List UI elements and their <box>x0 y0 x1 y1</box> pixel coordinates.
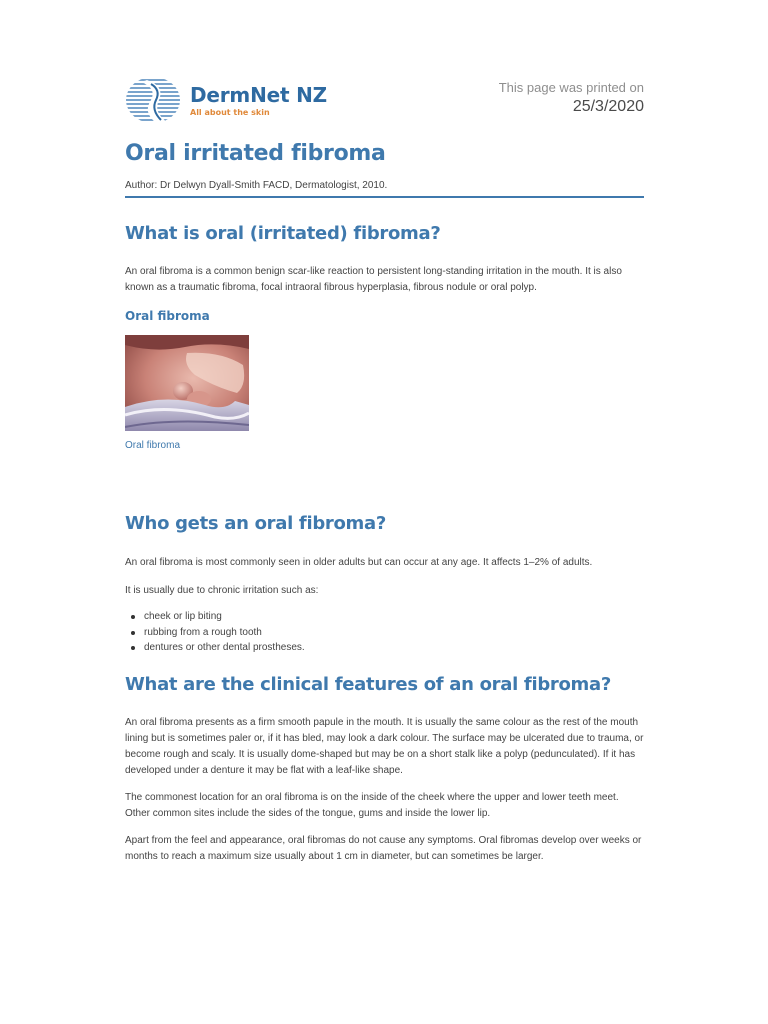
paragraph: It is usually due to chronic irritation such as: <box>125 585 319 596</box>
logo-name: DermNet NZ <box>190 82 327 107</box>
paragraph: The commonest location for an oral fibroma is on the inside of the cheek where the upper and lower teeth meet. Other common sites include the sides of the tongue, gums and inside the lower lip. <box>125 792 619 819</box>
list-item: cheek or lip biting <box>125 609 305 625</box>
dermnet-logo[interactable] <box>125 76 327 124</box>
author-line: Author: Dr Delwyn Dyall-Smith FACD, Dermatologist, 2010. <box>125 180 388 191</box>
printed-label: This page was printed on <box>498 80 644 95</box>
section-heading-what-is: What is oral (irritated) fibroma? <box>125 223 441 244</box>
oral-fibroma-image <box>125 335 249 431</box>
section-heading-who-gets: Who gets an oral fibroma? <box>125 513 387 534</box>
paragraph: An oral fibroma is a common benign scar-like reaction to persistent long-standing irritation in the mouth. It is also known as a traumatic fibroma, focal intraoral fibrous hyperplasia, fibrous nodule or oral polyp. <box>125 266 622 293</box>
logo-tagline: All about the skin <box>190 107 270 117</box>
image-caption-link[interactable]: Oral fibroma <box>125 440 181 451</box>
paragraph: An oral fibroma is most commonly seen in older adults but can occur at any age. It affects 1–2% of adults. <box>125 557 593 568</box>
section-heading-clinical-features: What are the clinical features of an oral fibroma? <box>125 674 611 695</box>
oral-fibroma-photo[interactable] <box>125 335 249 431</box>
dermnet-globe-icon <box>125 76 183 124</box>
print-info <box>499 80 644 116</box>
page-title: Oral irritated fibroma <box>125 141 386 166</box>
list-item: dentures or other dental prostheses. <box>125 640 305 656</box>
image-subheading: Oral fibroma <box>125 309 210 323</box>
title-divider <box>125 196 644 198</box>
printed-date: 25/3/2020 <box>572 98 644 115</box>
list-item: rubbing from a rough tooth <box>125 625 305 641</box>
paragraph: An oral fibroma presents as a firm smooth papule in the mouth. It is usually the same colour as the rest of the mouth lining but is sometimes paler or, if it has bled, may look a dark colour. The surface may be ulcerated due to trauma, or become rough and scaly. It is usually dome-shaped but may be on a short stalk like a polyp (pedunculated). If it has developed under a denture it may be flat with a leaf-like shape. <box>125 717 644 776</box>
paragraph: Apart from the feel and appearance, oral fibromas do not cause any symptoms. Oral fibromas develop over weeks or months to reach a maximum size usually about 1 cm in diameter, but can sometimes be larger. <box>125 835 642 862</box>
page-header <box>125 76 644 126</box>
cause-list <box>125 609 305 656</box>
